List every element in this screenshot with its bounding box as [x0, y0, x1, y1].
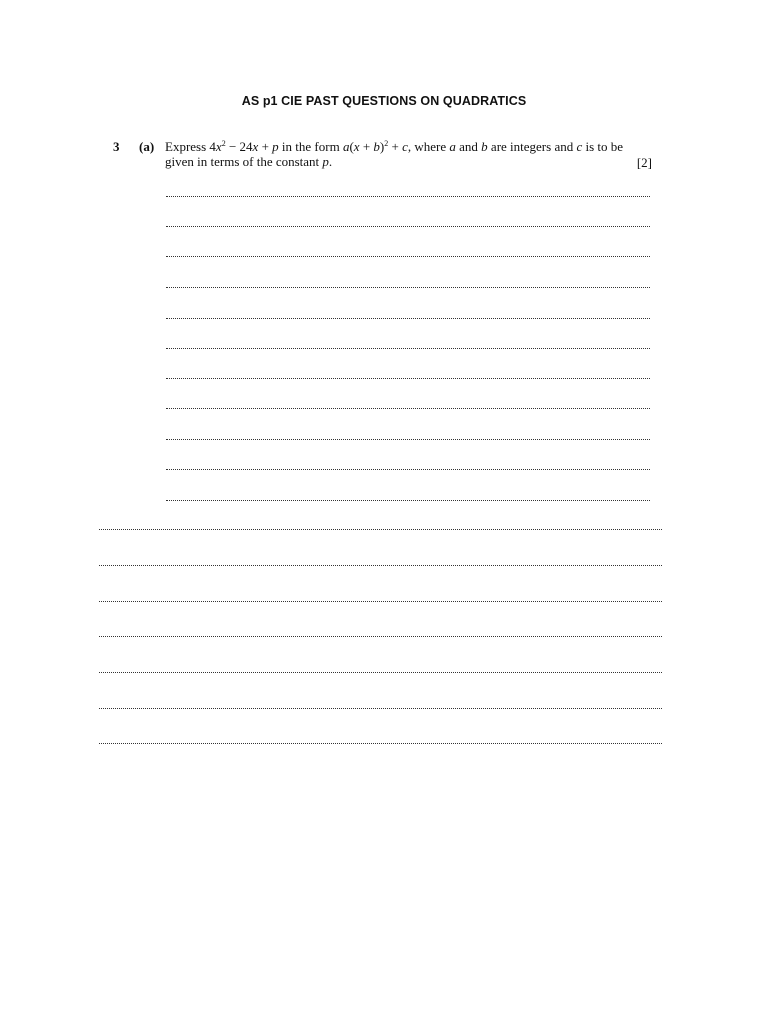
answer-line-wide[interactable]	[99, 565, 662, 566]
answer-line-wide[interactable]	[99, 601, 662, 602]
answer-line[interactable]	[166, 318, 650, 319]
answer-line-wide[interactable]	[99, 708, 662, 709]
question-marks: [2]	[636, 155, 652, 170]
answer-line-wide[interactable]	[99, 743, 662, 744]
answer-line[interactable]	[166, 500, 650, 501]
answer-line-wide[interactable]	[99, 636, 662, 637]
answer-line[interactable]	[166, 287, 650, 288]
question-part-label: (a)	[139, 139, 155, 154]
question-text: Express $4x^2 - 24x + p$ in the form $a(x + b)^2 + c$, where a and b are integers and c is to be given in terms of the constant p.	[165, 139, 624, 169]
answer-line[interactable]	[166, 408, 650, 409]
answer-line-wide[interactable]	[99, 672, 662, 673]
answer-line[interactable]	[166, 348, 650, 349]
page-title: AS p1 CIE PAST QUESTIONS ON QUADRATICS	[241, 94, 527, 108]
answer-line-wide[interactable]	[99, 529, 662, 530]
answer-line[interactable]	[166, 256, 650, 257]
answer-line[interactable]	[166, 439, 650, 440]
answer-line[interactable]	[166, 196, 650, 197]
answer-line[interactable]	[166, 378, 650, 379]
question-number: 3	[113, 139, 120, 154]
answer-line[interactable]	[166, 226, 650, 227]
answer-line[interactable]	[166, 469, 650, 470]
